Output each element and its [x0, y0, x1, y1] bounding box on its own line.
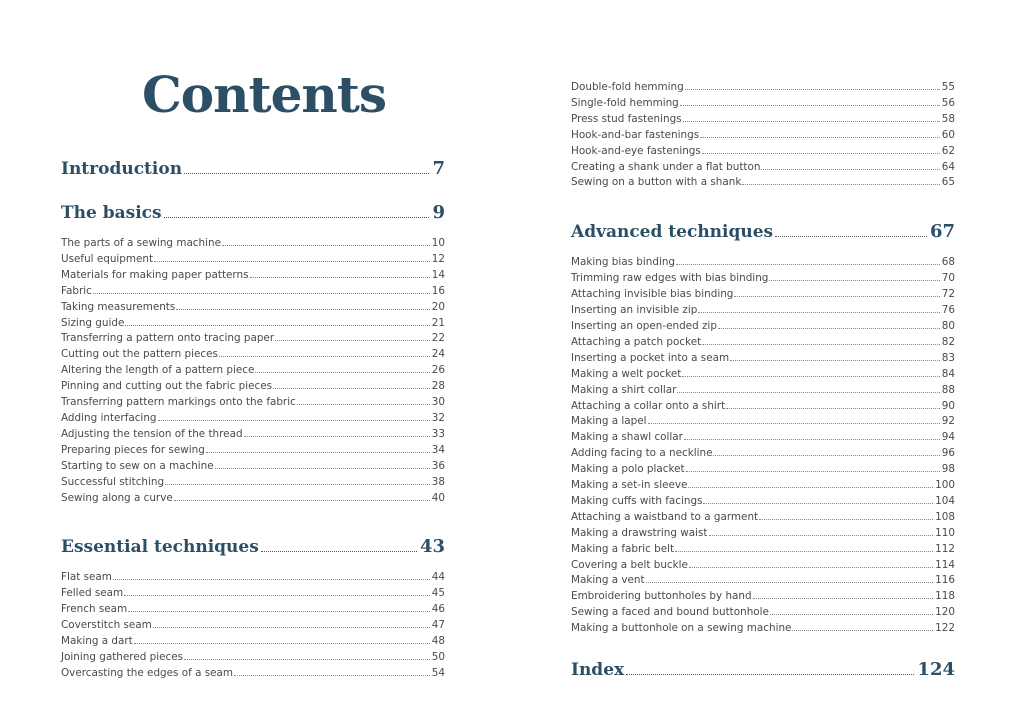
entry-title: Sewing along a curve	[61, 491, 173, 504]
leader-dots	[730, 360, 940, 361]
leader-dots	[134, 643, 430, 644]
entry-page: 62	[941, 144, 955, 157]
entry-title: Making cuffs with facings	[571, 494, 703, 507]
entry-page: 50	[431, 650, 445, 663]
entry-page: 16	[431, 284, 445, 297]
entry-title: Altering the length of a pattern piece	[61, 364, 255, 377]
toc-entry[interactable]	[571, 144, 955, 160]
entry-title: Adding interfacing	[61, 411, 157, 424]
leader-dots	[261, 551, 417, 552]
entry-page: 36	[431, 459, 445, 472]
leader-dots	[648, 423, 940, 424]
entry-page: 90	[941, 399, 955, 412]
toc-entry[interactable]	[61, 300, 445, 316]
entries-essential-techniques-part2	[571, 80, 955, 191]
entry-title: Attaching a patch pocket	[571, 335, 702, 348]
entry-title: The parts of a sewing machine	[61, 237, 221, 249]
leader-dots	[158, 420, 430, 421]
leader-dots	[244, 436, 430, 437]
entry-page: 20	[431, 300, 445, 313]
entries-essential-techniques-part1	[61, 570, 445, 681]
toc-entry[interactable]	[571, 175, 955, 191]
entry-title: Inserting an invisible zip	[571, 304, 698, 317]
toc-entry[interactable]	[61, 316, 445, 332]
toc-entry[interactable]	[61, 459, 445, 475]
toc-entry[interactable]	[61, 363, 445, 379]
leader-dots	[219, 356, 430, 357]
entry-page: 21	[431, 316, 445, 329]
leader-dots	[770, 614, 933, 615]
leader-dots	[215, 468, 430, 469]
leader-dots	[713, 455, 939, 456]
entry-title: Hook-and-eye fastenings	[571, 144, 701, 157]
leader-dots	[683, 121, 940, 122]
toc-entry[interactable]	[571, 573, 955, 589]
toc-entry[interactable]	[61, 427, 445, 443]
leader-dots	[174, 500, 430, 501]
toc-entry[interactable]	[571, 303, 955, 319]
toc-entry[interactable]	[61, 650, 445, 666]
entry-title: Attaching invisible bias binding	[571, 288, 734, 301]
entry-page: 120	[935, 606, 955, 619]
entry-page: 48	[431, 635, 445, 648]
toc-entry[interactable]	[571, 287, 955, 303]
entry-title: Making a buttonhole on a sewing machine	[571, 622, 792, 635]
leader-dots	[128, 611, 430, 612]
entry-page: 55	[941, 81, 955, 93]
entry-title: Single-fold hemming	[571, 96, 679, 109]
entry-page: 100	[935, 479, 955, 492]
toc-entry[interactable]	[61, 570, 445, 586]
entry-title: Making a vent	[571, 574, 645, 587]
entry-page: 24	[431, 348, 445, 361]
toc-entry[interactable]	[61, 491, 445, 507]
entry-page: 38	[431, 475, 445, 488]
entry-title: Adjusting the tension of the thread	[61, 427, 243, 440]
toc-entry[interactable]	[571, 383, 955, 399]
leader-dots	[703, 503, 933, 504]
leader-dots	[113, 579, 430, 580]
entry-title: Attaching a collar onto a shirt	[571, 399, 726, 412]
toc-entry[interactable]	[571, 128, 955, 144]
leader-dots	[154, 261, 430, 262]
toc-entry[interactable]	[61, 602, 445, 618]
toc-entry[interactable]	[571, 271, 955, 287]
toc-entry[interactable]	[571, 414, 955, 430]
toc-entry[interactable]	[61, 586, 445, 602]
entry-title: Trimming raw edges with bias binding	[571, 272, 769, 285]
entry-page: 96	[941, 447, 955, 460]
entry-page: 47	[431, 619, 445, 632]
entry-page: 72	[941, 288, 955, 301]
entry-page: 68	[941, 256, 955, 269]
leader-dots	[742, 184, 939, 185]
entry-title: Starting to sew on a machine	[61, 459, 214, 472]
leader-dots	[165, 484, 430, 485]
entry-page: 46	[431, 603, 445, 616]
section-heading-advanced-techniques[interactable]	[571, 221, 955, 243]
entry-page: 14	[431, 268, 445, 281]
entry-title: Materials for making paper patterns	[61, 268, 249, 281]
leader-dots	[702, 153, 940, 154]
entry-title: Sizing guide	[61, 316, 125, 329]
toc-entry[interactable]	[571, 510, 955, 526]
leader-dots	[206, 452, 430, 453]
leader-dots	[124, 595, 430, 596]
section-title: Essential techniques	[61, 537, 259, 558]
entry-title: Pinning and cutting out the fabric pieces	[61, 380, 272, 393]
leader-dots	[273, 388, 430, 389]
entry-page: 110	[935, 526, 955, 539]
entry-title: Double-fold hemming	[571, 81, 684, 93]
section-heading-index[interactable]	[571, 659, 955, 681]
entry-page: 92	[941, 415, 955, 428]
toc-entry[interactable]	[571, 255, 955, 271]
entry-title: Hook-and-bar fastenings	[571, 128, 700, 141]
section-page: 67	[929, 221, 955, 243]
leader-dots	[702, 344, 940, 345]
leader-dots	[734, 296, 939, 297]
entry-page: 88	[941, 383, 955, 396]
leader-dots	[686, 471, 940, 472]
leader-dots	[700, 137, 940, 138]
entry-title: Cutting out the pattern pieces	[61, 348, 218, 361]
toc-entry[interactable]	[571, 526, 955, 542]
entry-page: 44	[431, 571, 445, 584]
toc-entry[interactable]	[61, 268, 445, 284]
entry-title: Attaching a waistband to a garment	[571, 510, 759, 523]
entry-page: 104	[935, 494, 955, 507]
leader-dots	[184, 659, 430, 660]
section-page: 43	[419, 536, 445, 558]
entry-title: Sewing a faced and bound buttonhole	[571, 606, 769, 619]
toc-entry[interactable]	[571, 605, 955, 621]
entry-page: 70	[941, 272, 955, 285]
entry-title: Making a fabric belt	[571, 542, 675, 555]
entry-title: Adding facing to a neckline	[571, 447, 713, 460]
leader-dots	[684, 439, 940, 440]
leader-dots	[125, 325, 429, 326]
leader-dots	[698, 312, 939, 313]
toc-entry[interactable]	[571, 335, 955, 351]
leader-dots	[275, 340, 430, 341]
section-page: 9	[432, 202, 445, 223]
entry-page: 56	[941, 96, 955, 109]
entry-page: 76	[941, 304, 955, 317]
entries-the-basics	[61, 236, 445, 506]
leader-dots	[184, 173, 429, 174]
leader-dots	[297, 404, 430, 405]
toc-entry[interactable]	[61, 379, 445, 395]
toc-entry[interactable]	[61, 252, 445, 268]
leader-dots	[775, 236, 927, 237]
leader-dots	[718, 328, 940, 329]
entry-page: 64	[941, 160, 955, 173]
contents-left-column	[61, 158, 445, 682]
section-heading-essential-techniques[interactable]	[61, 536, 445, 558]
entry-page: 83	[941, 351, 955, 364]
toc-entry[interactable]	[61, 666, 445, 682]
toc-entry[interactable]	[571, 478, 955, 494]
contents-right-column	[571, 80, 955, 681]
section-title: Introduction	[61, 159, 183, 179]
entry-page: 22	[431, 332, 445, 345]
leader-dots	[153, 627, 430, 628]
leader-dots	[689, 567, 933, 568]
leader-dots	[93, 293, 430, 294]
entry-page: 82	[941, 335, 955, 348]
leader-dots	[688, 487, 933, 488]
leader-dots	[234, 675, 430, 676]
leader-dots	[676, 264, 940, 265]
entry-title: Making a polo placket	[571, 463, 685, 476]
page-title: Contents	[142, 65, 387, 124]
section-page: 124	[917, 659, 955, 681]
toc-entry[interactable]	[61, 347, 445, 363]
entry-title: Sewing on a button with a shank	[571, 176, 742, 189]
toc-entry[interactable]	[571, 542, 955, 558]
entry-page: 116	[935, 574, 955, 587]
entry-title: Embroidering buttonholes by hand	[571, 590, 752, 603]
entry-page: 112	[935, 542, 955, 555]
entry-title: Felled seam	[61, 587, 124, 600]
section-title: Advanced techniques	[571, 222, 774, 243]
entry-page: 114	[935, 558, 955, 571]
entry-page: 84	[941, 367, 955, 380]
leader-dots	[164, 217, 430, 218]
entry-title: Overcasting the edges of a seam	[61, 666, 234, 679]
entry-page: 30	[431, 396, 445, 409]
entry-page: 54	[431, 666, 445, 679]
toc-entry[interactable]	[571, 112, 955, 128]
toc-entry[interactable]	[571, 96, 955, 112]
toc-entry[interactable]	[571, 367, 955, 383]
toc-entry[interactable]	[61, 331, 445, 347]
leader-dots	[675, 551, 933, 552]
entry-page: 26	[431, 364, 445, 377]
leader-dots	[682, 376, 939, 377]
toc-entry[interactable]	[61, 395, 445, 411]
entry-title: Preparing pieces for sewing	[61, 443, 205, 456]
entry-page: 80	[941, 319, 955, 332]
entry-title: Making a set-in sleeve	[571, 479, 688, 492]
entry-title: Fabric	[61, 284, 92, 297]
entry-page: 10	[431, 237, 445, 249]
entry-title: Covering a belt buckle	[571, 558, 688, 571]
toc-entry[interactable]	[61, 443, 445, 459]
leader-dots	[250, 277, 430, 278]
leader-dots	[176, 309, 429, 310]
leader-dots	[726, 408, 940, 409]
entry-title: Coverstitch seam	[61, 619, 152, 632]
entry-page: 58	[941, 112, 955, 125]
entry-page: 28	[431, 380, 445, 393]
section-title: The basics	[61, 203, 162, 223]
toc-entry[interactable]	[61, 475, 445, 491]
entry-page: 12	[431, 252, 445, 265]
entry-title: Joining gathered pieces	[61, 650, 184, 663]
entry-title: Press stud fastenings	[571, 112, 682, 125]
toc-entry[interactable]	[61, 284, 445, 300]
entry-page: 60	[941, 128, 955, 141]
entry-title: Creating a shank under a flat button	[571, 160, 761, 173]
entry-page: 65	[941, 176, 955, 189]
toc-entry[interactable]	[571, 558, 955, 574]
entry-title: Making a drawstring waist	[571, 526, 708, 539]
entry-title: Making a dart	[61, 635, 133, 648]
entry-title: Taking measurements	[61, 300, 176, 313]
entries-advanced-techniques	[571, 255, 955, 637]
entry-title: Making a lapel	[571, 415, 647, 428]
entry-title: French seam	[61, 603, 128, 616]
toc-entry[interactable]	[61, 236, 445, 252]
entry-title: Flat seam	[61, 571, 112, 584]
toc-entry[interactable]	[61, 618, 445, 634]
leader-dots	[646, 582, 934, 583]
section-page: 7	[432, 158, 445, 179]
toc-entry[interactable]	[61, 634, 445, 650]
entry-title: Transferring pattern markings onto the fabric	[61, 396, 296, 409]
toc-entry[interactable]	[571, 430, 955, 446]
entry-title: Successful stitching	[61, 475, 165, 488]
leader-dots	[792, 630, 933, 631]
entry-page: 118	[935, 590, 955, 603]
entry-title: Making a shawl collar	[571, 431, 683, 444]
entry-title: Making a welt pocket	[571, 367, 682, 380]
toc-entry[interactable]	[61, 411, 445, 427]
leader-dots	[761, 169, 939, 170]
entry-title: Making bias binding	[571, 256, 676, 269]
entry-page: 34	[431, 443, 445, 456]
leader-dots	[626, 674, 914, 675]
toc-entry[interactable]	[571, 462, 955, 478]
leader-dots	[769, 280, 939, 281]
entry-title: Inserting a pocket into a seam	[571, 351, 730, 364]
section-heading-introduction[interactable]	[61, 158, 445, 180]
leader-dots	[753, 598, 934, 599]
toc-entry[interactable]	[571, 589, 955, 605]
entry-page: 33	[431, 427, 445, 440]
toc-entry[interactable]	[571, 446, 955, 462]
toc-entry[interactable]	[571, 319, 955, 335]
entry-page: 40	[431, 491, 445, 504]
toc-entry[interactable]	[571, 351, 955, 367]
entry-title: Useful equipment	[61, 252, 154, 265]
leader-dots	[685, 89, 940, 90]
entry-page: 122	[935, 622, 955, 635]
leader-dots	[709, 535, 934, 536]
leader-dots	[759, 519, 933, 520]
entry-page: 45	[431, 587, 445, 600]
entry-title: Transferring a pattern onto tracing paper	[61, 332, 275, 345]
leader-dots	[677, 392, 939, 393]
leader-dots	[222, 245, 430, 246]
entry-page: 98	[941, 463, 955, 476]
toc-entry[interactable]	[571, 160, 955, 176]
entry-page: 94	[941, 431, 955, 444]
leader-dots	[255, 372, 429, 373]
toc-entry[interactable]	[571, 399, 955, 415]
section-heading-the-basics[interactable]	[61, 202, 445, 224]
section-title: Index	[571, 660, 625, 681]
leader-dots	[680, 105, 940, 106]
toc-entry[interactable]	[571, 621, 955, 637]
entry-page: 108	[935, 510, 955, 523]
entry-title: Making a shirt collar	[571, 383, 677, 396]
toc-entry[interactable]	[571, 80, 955, 96]
entry-page: 32	[431, 411, 445, 424]
toc-entry[interactable]	[571, 494, 955, 510]
entry-title: Inserting an open-ended zip	[571, 319, 717, 332]
